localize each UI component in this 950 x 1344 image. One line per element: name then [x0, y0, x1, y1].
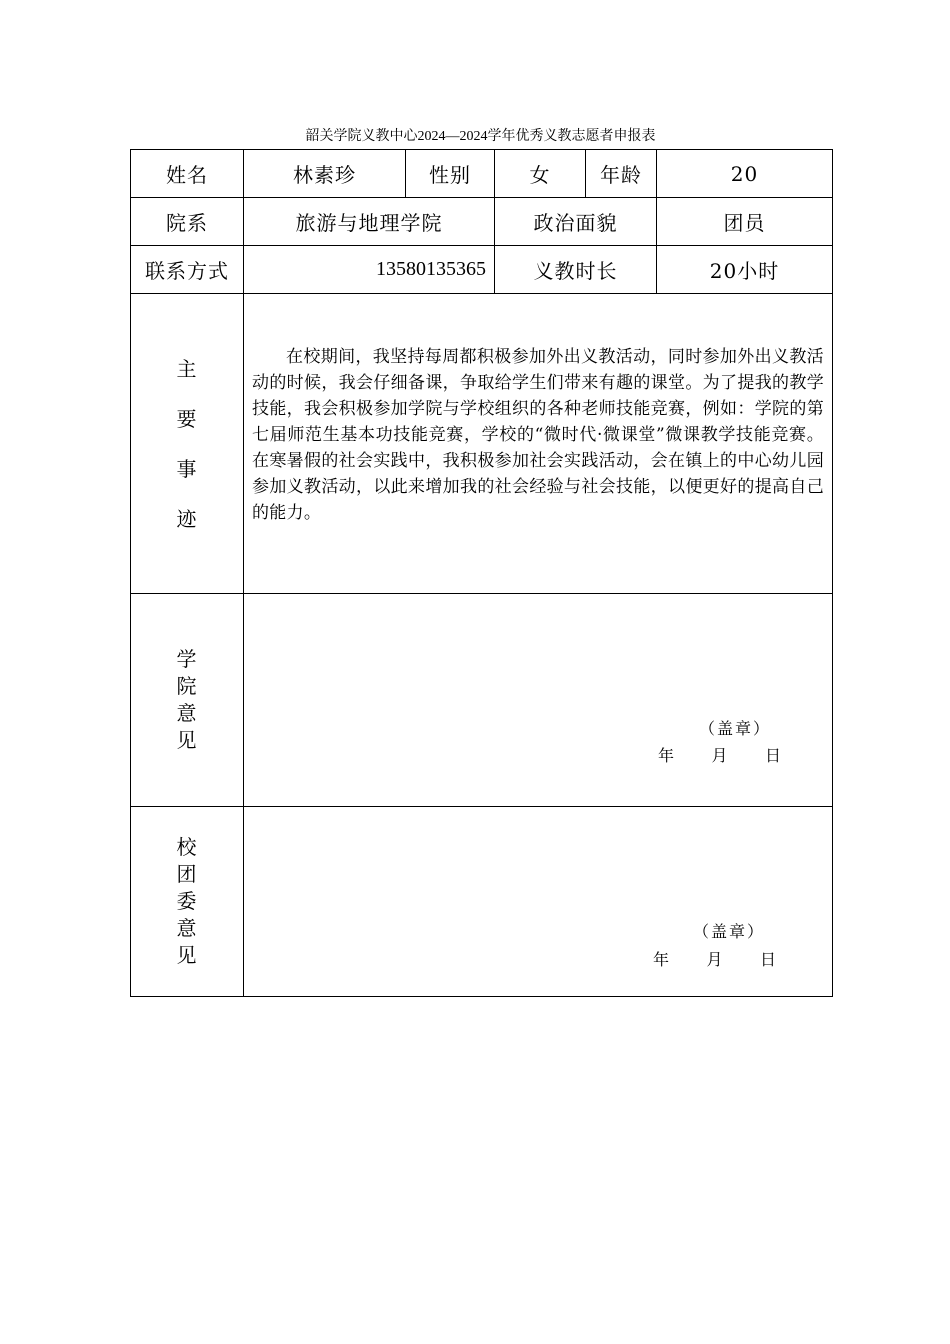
college-stamp: （盖章） [699, 719, 772, 738]
row-contact [131, 246, 833, 294]
row-college-opinion [131, 594, 833, 807]
name-label: 姓名 [131, 150, 244, 198]
politics-label: 政治面貌 [495, 198, 657, 246]
department-label: 院系 [131, 198, 244, 246]
row-league-opinion [131, 807, 833, 997]
application-form-table [130, 149, 833, 997]
deeds-label-char: 迹 [176, 506, 198, 531]
college-label-char: 意 [176, 701, 198, 725]
age-value: 20 [657, 150, 833, 198]
college-label-char: 学 [176, 647, 198, 671]
league-label-char: 校 [176, 835, 198, 859]
college-opinion-area [244, 594, 833, 807]
league-label-char: 团 [176, 862, 198, 886]
contact-value: 13580135365 [244, 246, 495, 294]
deeds-label [131, 294, 244, 594]
row-department [131, 198, 833, 246]
gender-label: 性别 [406, 150, 495, 198]
deeds-label-char: 要 [176, 406, 198, 431]
gender-value: 女 [495, 150, 586, 198]
deeds-label-char: 事 [176, 456, 198, 481]
college-label-char: 院 [176, 674, 198, 698]
row-main-deeds [131, 294, 833, 594]
league-label-char: 委 [176, 889, 198, 913]
contact-label: 联系方式 [131, 246, 244, 294]
league-date: 年 月 日 [653, 950, 778, 969]
league-label-char: 见 [176, 943, 198, 967]
hours-value: 20小时 [657, 246, 833, 294]
league-stamp: （盖章） [693, 922, 766, 941]
league-label-char: 意 [176, 916, 198, 940]
league-opinion-area [244, 807, 833, 997]
college-date: 年 月 日 [658, 746, 783, 765]
league-opinion-label [131, 807, 244, 997]
deeds-text: 在校期间，我坚持每周都积极参加外出义教活动，同时参加外出义教活动的时候，我会仔细备课，争取给学生们带来有趣的课堂。为了提我的教学技能，我会积极参加学院与学校组织的各种老师技能竞赛，例如：学院的第七届师范生基本功技能竞赛，学校的“微时代·微课堂”微课教学技能竞赛。在寒暑假的社会实践中，我积极参加社会实践活动，会在镇上的中心幼儿园参加义教活动，以此来增加我的社会经验与社会技能，以便更好的提高自己的能力。 [252, 347, 824, 523]
row-basic-info [131, 150, 833, 198]
deeds-label-char: 主 [176, 356, 198, 381]
department-value: 旅游与地理学院 [244, 198, 495, 246]
college-opinion-label [131, 594, 244, 807]
name-value: 林素珍 [244, 150, 406, 198]
age-label: 年龄 [586, 150, 657, 198]
deeds-content-cell [244, 294, 833, 594]
college-label-char: 见 [176, 728, 198, 752]
form-title: 韶关学院义教中心2024—2024学年优秀义教志愿者申报表 [305, 129, 656, 144]
hours-label: 义教时长 [495, 246, 657, 294]
politics-value: 团员 [657, 198, 833, 246]
